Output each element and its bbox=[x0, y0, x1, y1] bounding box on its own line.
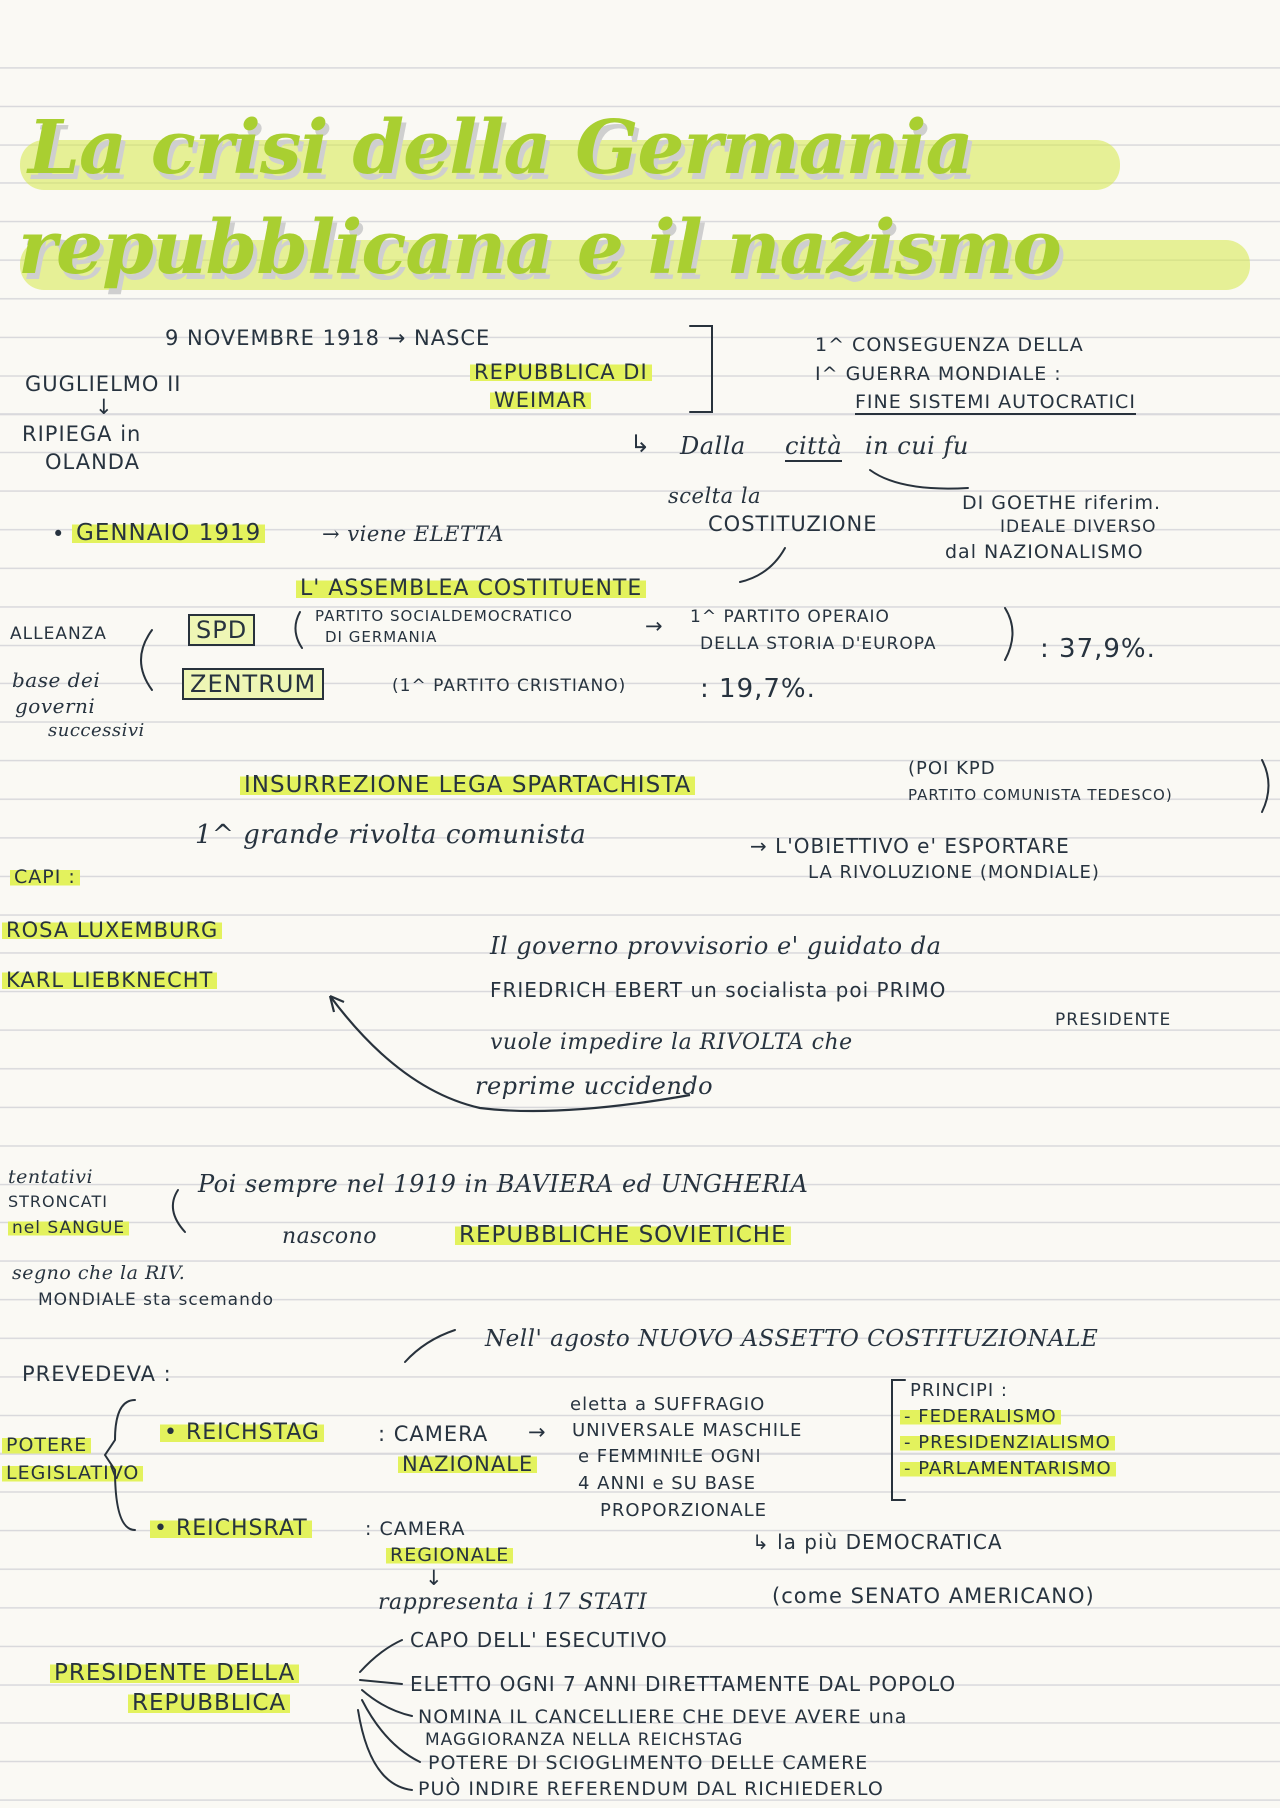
soviet-line-1: Poi sempre nel 1919 in BAVIERA ed UNGHERIA bbox=[198, 1170, 809, 1198]
august-arrow bbox=[405, 1330, 455, 1362]
city-line-c: in cui fu bbox=[865, 432, 969, 460]
ripiega-line-1: RIPIEGA in bbox=[22, 422, 142, 446]
ripiega-line-2: OLANDA bbox=[45, 450, 140, 474]
assembly-elected: → viene ELETTA bbox=[322, 522, 504, 546]
spartacist-first: 1^ grande rivolta comunista bbox=[195, 820, 587, 850]
weimar-line-2: WEIMAR bbox=[490, 388, 591, 412]
potere-line-1: POTERE bbox=[2, 1434, 91, 1456]
kpd-close-paren bbox=[1262, 760, 1269, 812]
city-line-b: città bbox=[785, 432, 843, 460]
president-label-1: PRESIDENTE DELLA bbox=[50, 1660, 299, 1686]
weimar-bracket bbox=[690, 326, 712, 412]
bullet-dot: • bbox=[52, 522, 66, 546]
kpd-line-2: PARTITO COMUNISTA TEDESCO) bbox=[908, 786, 1173, 804]
president-item-3: NOMINA IL CANCELLIERE CHE DEVE AVERE una bbox=[418, 1706, 908, 1728]
zentrum-percent: : 19,7%. bbox=[700, 674, 816, 704]
scelta-line-2: COSTITUZIONE bbox=[708, 512, 878, 536]
objective-line-2: LA RIVOLUZIONE (MONDIALE) bbox=[808, 862, 1100, 883]
objective-line-1: → L'OBIETTIVO e' ESPORTARE bbox=[750, 834, 1070, 858]
principio-1: - FEDERALISMO bbox=[900, 1406, 1061, 1427]
elected-line-1: eletta a SUFFRAGIO bbox=[570, 1394, 766, 1415]
segno-line-2: MONDIALE sta scemando bbox=[38, 1290, 275, 1310]
potere-line-2: LEGISLATIVO bbox=[2, 1462, 143, 1484]
city-line-a: Dalla bbox=[680, 432, 746, 460]
president-item-2: ELETTO OGNI 7 ANNI DIRETTAMENTE DAL POPOLO bbox=[410, 1672, 957, 1696]
reichsrat-arrow: ↓ bbox=[425, 1566, 444, 1590]
prevedeva-label: PREVEDEVA : bbox=[22, 1362, 172, 1386]
gov-line-1: Il governo provvisorio e' guidato da bbox=[490, 932, 942, 960]
spd-desc-line-2: DI GERMANIA bbox=[325, 628, 438, 646]
elected-line-2: UNIVERSALE MASCHILE bbox=[572, 1420, 803, 1441]
scelta-line-1: scelta la bbox=[668, 484, 762, 508]
goethe-arrow bbox=[870, 470, 968, 489]
gov-line-3: vuole impedire la RIVOLTA che bbox=[490, 1030, 853, 1055]
gov-line-2: FRIEDRICH EBERT un socialista poi PRIMO bbox=[490, 978, 947, 1002]
president-arrows bbox=[358, 1640, 420, 1790]
zentrum-desc: (1^ PARTITO CRISTIANO) bbox=[392, 676, 627, 696]
elected-line-5: PROPORZIONALE bbox=[600, 1500, 768, 1521]
spd-close-paren bbox=[1005, 608, 1013, 660]
segno-line-1: segno che la RIV. bbox=[12, 1262, 186, 1284]
rappresenta-line: rappresenta i 17 STATI bbox=[378, 1590, 648, 1615]
consequence-line-2: I^ GUERRA MONDIALE : bbox=[815, 363, 1062, 385]
assembly-date: GENNAIO 1919 bbox=[72, 520, 265, 546]
spd-arrow: → bbox=[645, 614, 664, 638]
capo-karl: KARL LIEBKNECHT bbox=[2, 968, 217, 992]
capo-rosa: ROSA LUXEMBURG bbox=[2, 918, 222, 942]
reichstag-arrow: → bbox=[528, 1420, 547, 1444]
capi-label: CAPI : bbox=[10, 866, 80, 888]
reichsrat-desc-2: REGIONALE bbox=[386, 1544, 513, 1566]
page-title-line-1: La crisi della Germania bbox=[28, 105, 973, 191]
soviet-line-2a: nascono bbox=[282, 1224, 378, 1249]
date-line: 9 NOVEMBRE 1918 → NASCE bbox=[165, 326, 491, 350]
soviet-line-2b: REPUBBLICHE SOVIETICHE bbox=[455, 1222, 791, 1248]
weimar-line-1: REPUBBLICA DI bbox=[470, 360, 652, 384]
kpd-line-1: (POI KPD bbox=[908, 758, 996, 779]
reichstag-desc-1: : CAMERA bbox=[378, 1422, 489, 1446]
goethe-line-1: DI GOETHE riferim. bbox=[962, 492, 1162, 514]
liebknecht-arrow-head bbox=[330, 996, 344, 1012]
alleanza-curve bbox=[141, 630, 152, 690]
zentrum-box: ZENTRUM bbox=[182, 668, 324, 700]
august-line: Nell' agosto NUOVO ASSETTO COSTITUZIONALE bbox=[485, 1326, 1099, 1352]
constituent-arrow bbox=[740, 548, 785, 582]
gov-line-4: reprime uccidendo bbox=[475, 1072, 714, 1100]
president-item-1: CAPO DELL' ESECUTIVO bbox=[410, 1628, 668, 1652]
spd-first-line-1: 1^ PARTITO OPERAIO bbox=[690, 607, 890, 627]
reichsrat-desc-1: : CAMERA bbox=[365, 1518, 466, 1540]
gov-line-2b: PRESIDENTE bbox=[1055, 1010, 1172, 1030]
president-item-6: PUÒ INDIRE REFERENDUM DAL RICHIEDERLO bbox=[418, 1778, 884, 1800]
president-label-2: REPUBBLICA bbox=[128, 1690, 290, 1716]
city-arrow: ↳ bbox=[630, 430, 652, 458]
spd-desc-line-1: PARTITO SOCIALDEMOCRATICO bbox=[315, 607, 573, 625]
principio-2: - PRESIDENZIALISMO bbox=[900, 1432, 1115, 1453]
democratica-line: ↳ la più DEMOCRATICA bbox=[752, 1530, 1003, 1554]
tentativi-curve bbox=[173, 1190, 185, 1232]
president-item-4: MAGGIORANZA NELLA REICHSTAG bbox=[425, 1730, 744, 1750]
spd-first-line-2: DELLA STORIA D'EUROPA bbox=[700, 634, 937, 654]
spd-percent: : 37,9%. bbox=[1040, 634, 1156, 664]
reichstag-desc-2: NAZIONALE bbox=[398, 1452, 537, 1476]
assembly-name: L' ASSEMBLEA COSTITUENTE bbox=[296, 576, 646, 601]
consequence-line-1: 1^ CONSEGUENZA DELLA bbox=[815, 334, 1084, 356]
principi-label: PRINCIPI : bbox=[910, 1380, 1008, 1401]
reichsrat-label: • REICHSRAT bbox=[150, 1516, 312, 1541]
consequence-line-3: FINE SISTEMI AUTOCRATICI bbox=[855, 391, 1136, 413]
elected-line-3: e FEMMINILE OGNI bbox=[578, 1446, 762, 1467]
alleanza-label: ALLEANZA bbox=[10, 624, 107, 644]
spd-open-paren bbox=[295, 612, 302, 648]
principio-3: - PARLAMENTARISMO bbox=[900, 1458, 1116, 1479]
goethe-line-2: IDEALE DIVERSO bbox=[1000, 517, 1157, 537]
goethe-line-3: dal NAZIONALISMO bbox=[945, 541, 1144, 563]
spartacist-heading: INSURREZIONE LEGA SPARTACHISTA bbox=[240, 772, 695, 798]
base-line-3: successivi bbox=[48, 720, 145, 741]
base-line-1: base dei bbox=[12, 668, 101, 692]
president-item-5: POTERE DI SCIOGLIMENTO DELLE CAMERE bbox=[428, 1752, 869, 1774]
spd-box: SPD bbox=[188, 614, 255, 646]
elected-line-4: 4 ANNI e SU BASE bbox=[578, 1473, 757, 1494]
tentativi-line-3: nel SANGUE bbox=[8, 1218, 129, 1238]
page-title-line-2: repubblicana e il nazismo bbox=[18, 205, 1061, 291]
reichstag-label: • REICHSTAG bbox=[160, 1420, 324, 1445]
tentativi-line-1: tentativi bbox=[8, 1166, 94, 1188]
guglielmo-arrow: ↓ bbox=[95, 395, 114, 419]
base-line-2: governi bbox=[15, 694, 96, 718]
senato-line: (come SENATO AMERICANO) bbox=[772, 1584, 1095, 1608]
guglielmo-label: GUGLIELMO II bbox=[25, 372, 182, 396]
tentativi-line-2: STRONCATI bbox=[8, 1192, 108, 1211]
